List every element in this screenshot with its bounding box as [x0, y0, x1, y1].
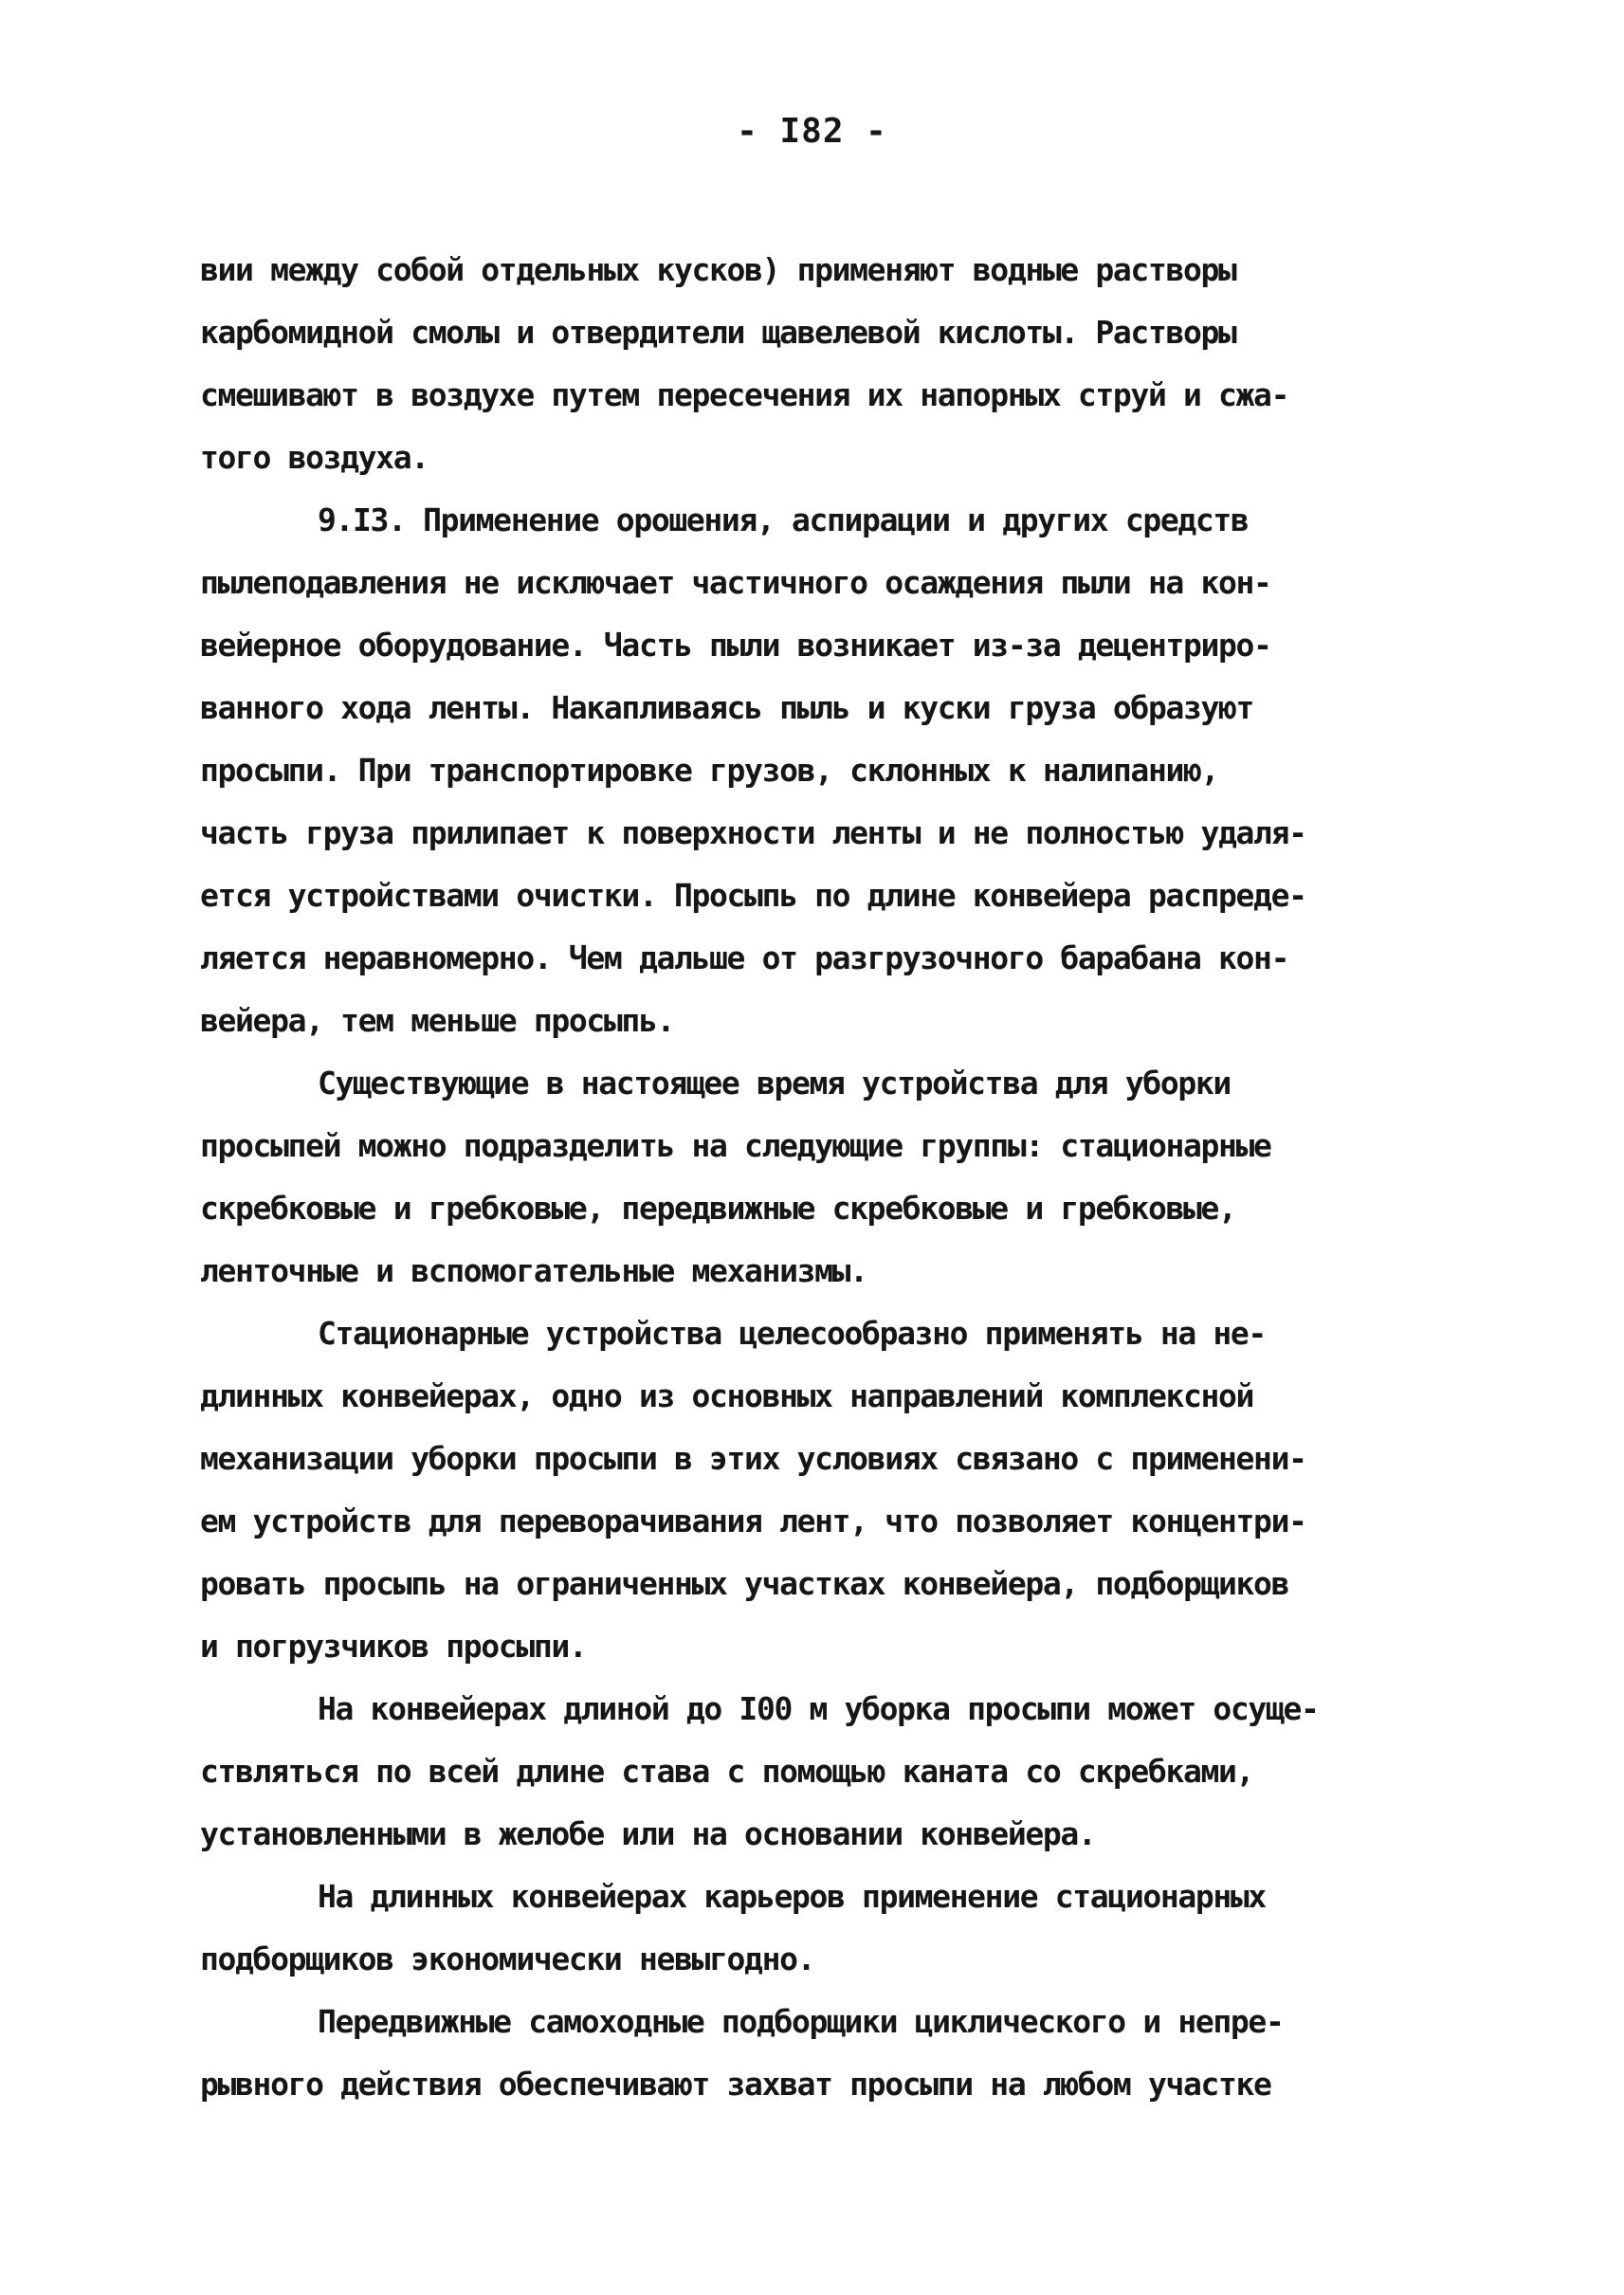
text-line: ем устройств для переворачивания лент, что позволяет концентри- — [200, 1503, 1306, 1539]
text-line: того воздуха. — [200, 439, 429, 476]
page-number: - I82 - — [737, 112, 887, 151]
text-line: подборщиков экономически невыгодно. — [200, 1940, 815, 1977]
paragraph-start-line: Стационарные устройства целесообразно применять на не- — [318, 1315, 1266, 1352]
text-line: рывного действия обеспечивают захват просыпи на любом участке — [200, 2066, 1271, 2103]
paragraph-start-line: На конвейерах длиной до I00 м уборка просыпи может осуще- — [318, 1690, 1319, 1727]
text-line: пылеподавления не исключает частичного осаждения пыли на кон- — [200, 564, 1271, 601]
paragraph-start-line: 9.I3. Применение орошения, аспирации и других средств — [318, 501, 1249, 538]
text-line: часть груза прилипает к поверхности ленты и не полностью удаля- — [200, 814, 1306, 851]
text-line: вейерное оборудование. Часть пыли возникает из-за децентриро- — [200, 627, 1271, 664]
text-line: просыпей можно подразделить на следующие группы: стационарные — [200, 1127, 1271, 1164]
text-line: ствляться по всей длине става с помощью каната со скребками, — [200, 1753, 1254, 1790]
text-line: ровать просыпь на ограниченных участках конвейера, подборщиков — [200, 1565, 1289, 1602]
text-line: механизации уборки просыпи в этих условиях связано с применени- — [200, 1440, 1306, 1477]
text-line: карбомидной смолы и отвердители щавелевой кислоты. Растворы — [200, 314, 1236, 351]
text-line: вейера, тем меньше просыпь. — [200, 1002, 674, 1039]
text-line: просыпи. При транспортировке грузов, склонных к налипанию, — [200, 752, 1219, 789]
text-line: ляется неравномерно. Чем дальше от разгрузочного барабана кон- — [200, 939, 1289, 976]
text-line: ванного хода ленты. Накапливаясь пыль и куски груза образуют — [200, 689, 1254, 726]
text-line: и погрузчиков просыпи. — [200, 1628, 587, 1665]
paragraph-start-line: Существующие в настоящее время устройства для уборки — [318, 1065, 1231, 1102]
text-line: длинных конвейерах, одно из основных направлений комплексной — [200, 1377, 1254, 1414]
text-line: скребковые и гребковые, передвижные скребковые и гребковые, — [200, 1190, 1236, 1227]
text-line: ленточные и вспомогательные механизмы. — [200, 1252, 867, 1289]
paragraph-start-line: На длинных конвейерах карьеров применение стационарных — [318, 1878, 1266, 1915]
paragraph-start-line: Передвижные самоходные подборщики циклического и непре- — [318, 2003, 1284, 2040]
text-line: вии между собой отдельных кусков) применяют водные растворы — [200, 251, 1236, 288]
text-line: установленными в желобе или на основании конвейера. — [200, 1815, 1096, 1852]
text-line: ется устройствами очистки. Просыпь по длине конвейера распреде- — [200, 877, 1306, 914]
text-line: смешивают в воздухе путем пересечения их напорных струй и сжа- — [200, 376, 1289, 413]
